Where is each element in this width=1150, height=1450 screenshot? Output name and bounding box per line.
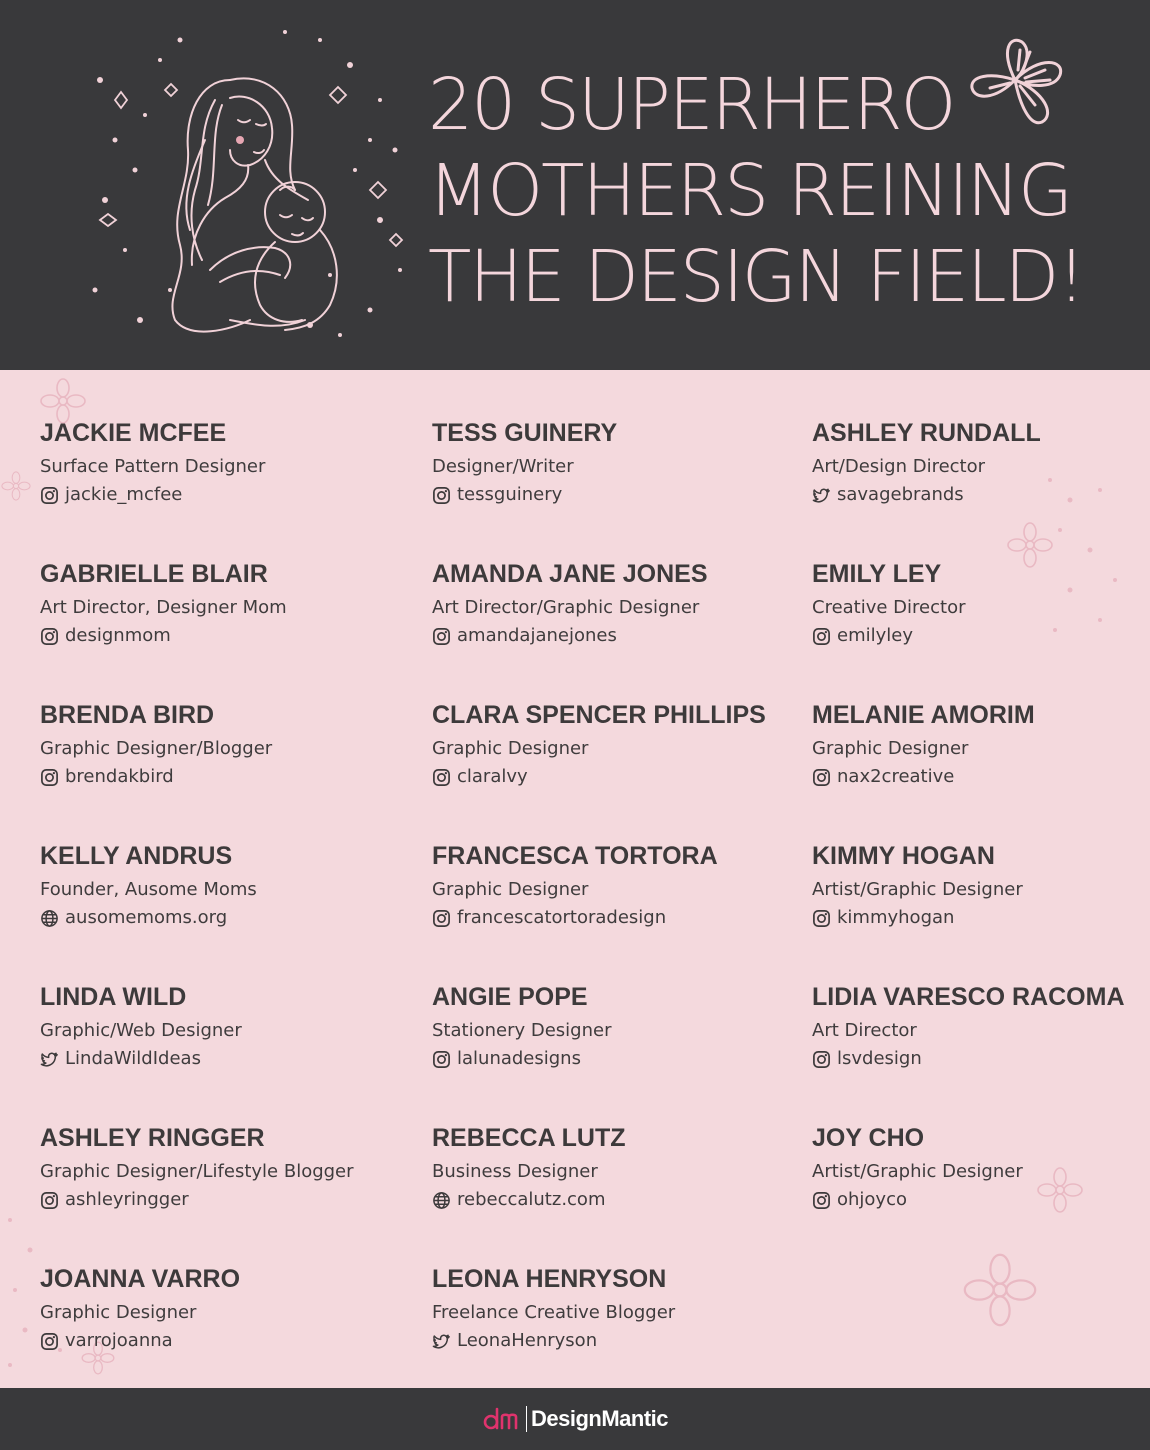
designer-name: LIDIA VARESCO RACOMA <box>812 983 1125 1011</box>
designer-name: ASHLEY RUNDALL <box>812 419 1041 447</box>
designmantic-logo[interactable] <box>482 1405 668 1433</box>
designer-card <box>40 418 400 507</box>
designer-name: JOANNA VARRO <box>40 1265 241 1293</box>
designer-handle[interactable] <box>40 906 400 930</box>
instagram-icon <box>40 1191 59 1210</box>
instagram-icon <box>812 627 831 646</box>
instagram-icon <box>432 486 451 505</box>
designer-name: KELLY ANDRUS <box>40 842 233 870</box>
designer-name: KIMMY HOGAN <box>812 842 995 870</box>
instagram-icon <box>40 627 59 646</box>
handle-text: francescatortoradesign <box>457 907 667 928</box>
designer-role: Graphic Designer/Lifestyle Blogger <box>40 1161 354 1182</box>
designer-card <box>40 1123 400 1212</box>
designer-role: Creative Director <box>812 597 966 618</box>
designer-handle[interactable] <box>432 1047 792 1071</box>
designer-handle[interactable] <box>40 1329 400 1353</box>
designer-role: Graphic Designer <box>432 879 589 900</box>
handle-text: ausomemoms.org <box>65 907 228 928</box>
twitter-icon <box>40 1050 59 1069</box>
designer-card <box>40 982 400 1071</box>
designer-role: Art Director, Designer Mom <box>40 597 287 618</box>
instagram-icon <box>40 768 59 787</box>
designer-card <box>812 418 1150 507</box>
handle-text: kimmyhogan <box>837 907 955 928</box>
instagram-icon <box>40 486 59 505</box>
mother-and-baby-illustration <box>80 20 420 350</box>
designer-role: Graphic Designer/Blogger <box>40 738 273 759</box>
handle-text: tessguinery <box>457 484 563 505</box>
designer-handle[interactable] <box>40 765 400 789</box>
designer-list-area <box>0 370 1150 1388</box>
handle-text: designmom <box>65 625 171 646</box>
logo-divider <box>526 1406 527 1432</box>
designer-card <box>432 841 792 930</box>
designer-name: LEONA HENRYSON <box>432 1265 667 1293</box>
designer-name: LINDA WILD <box>40 983 187 1011</box>
designer-role: Graphic/Web Designer <box>40 1020 242 1041</box>
designer-handle[interactable] <box>812 483 1150 507</box>
designer-name: FRANCESCA TORTORA <box>432 842 718 870</box>
handle-text: lsvdesign <box>837 1048 922 1069</box>
designer-card <box>432 700 792 789</box>
designer-role: Surface Pattern Designer <box>40 456 266 477</box>
designer-card <box>812 841 1150 930</box>
header-banner <box>0 0 1150 370</box>
designer-card <box>40 841 400 930</box>
instagram-icon <box>812 768 831 787</box>
title-line-1: 20 SUPERHERO <box>428 63 955 146</box>
designer-name: BRENDA BIRD <box>40 701 215 729</box>
handle-text: savagebrands <box>837 484 964 505</box>
handle-text: ohjoyco <box>837 1189 907 1210</box>
designer-role: Stationery Designer <box>432 1020 612 1041</box>
handle-text: amandajanejones <box>457 625 617 646</box>
designer-card <box>812 700 1150 789</box>
flower-doodle-icon <box>960 30 1080 140</box>
designer-name: JACKIE MCFEE <box>40 419 227 447</box>
handle-text: nax2creative <box>837 766 955 787</box>
designer-card <box>40 700 400 789</box>
designer-card <box>432 559 792 648</box>
flower-doodle-icon <box>960 1250 1040 1330</box>
designer-role: Art/Design Director <box>812 456 986 477</box>
handle-text: lalunadesigns <box>457 1048 581 1069</box>
handle-text: ashleyringger <box>65 1189 189 1210</box>
designer-name: CLARA SPENCER PHILLIPS <box>432 701 766 729</box>
designer-role: Graphic Designer <box>812 738 969 759</box>
designer-handle[interactable] <box>40 1188 400 1212</box>
designer-handle[interactable] <box>812 906 1150 930</box>
designer-role: Founder, Ausome Moms <box>40 879 257 900</box>
designer-name: REBECCA LUTZ <box>432 1124 626 1152</box>
designer-role: Business Designer <box>432 1161 598 1182</box>
title-line-3: THE DESIGN FIELD! <box>428 235 1084 318</box>
designer-role: Graphic Designer <box>40 1302 197 1323</box>
designer-handle[interactable] <box>432 1329 792 1353</box>
handle-text: varrojoanna <box>65 1330 173 1351</box>
designer-handle[interactable] <box>812 1188 1150 1212</box>
designer-role: Art Director <box>812 1020 917 1041</box>
designer-card <box>432 982 792 1071</box>
handle-text: LeonaHenryson <box>457 1330 598 1351</box>
handle-text: jackie_mcfee <box>65 484 183 505</box>
designer-name: GABRIELLE BLAIR <box>40 560 268 588</box>
designer-role: Graphic Designer <box>432 738 589 759</box>
designer-card <box>432 1123 792 1212</box>
designer-handle[interactable] <box>432 906 792 930</box>
designer-name: EMILY LEY <box>812 560 942 588</box>
designer-role: Freelance Creative Blogger <box>432 1302 676 1323</box>
instagram-icon <box>432 1050 451 1069</box>
designer-role: Artist/Graphic Designer <box>812 1161 1023 1182</box>
instagram-icon <box>432 909 451 928</box>
designer-card <box>812 1123 1150 1212</box>
designer-name: MELANIE AMORIM <box>812 701 1035 729</box>
designer-handle[interactable] <box>40 483 400 507</box>
designer-card <box>40 1264 400 1353</box>
instagram-icon <box>40 1332 59 1351</box>
handle-text: LindaWildIdeas <box>65 1048 201 1069</box>
handle-text: rebeccalutz.com <box>457 1189 606 1210</box>
globe-icon <box>432 1191 451 1210</box>
designer-name: TESS GUINERY <box>432 419 618 447</box>
handle-text: claralvy <box>457 766 528 787</box>
designer-name: AMANDA JANE JONES <box>432 560 708 588</box>
designer-role: Art Director/Graphic Designer <box>432 597 700 618</box>
designer-card <box>432 1264 792 1353</box>
instagram-icon <box>812 909 831 928</box>
designer-name: ASHLEY RINGGER <box>40 1124 265 1152</box>
designer-handle[interactable] <box>812 1047 1142 1071</box>
designer-handle[interactable] <box>432 624 792 648</box>
designer-name: JOY CHO <box>812 1124 925 1152</box>
designer-card <box>812 982 1142 1071</box>
flower-doodle-icon <box>0 470 32 502</box>
designer-handle[interactable] <box>812 765 1150 789</box>
designer-card <box>40 559 400 648</box>
designer-handle[interactable] <box>432 765 792 789</box>
title-line-2: MOTHERS REINING <box>428 149 1072 232</box>
handle-text: emilyley <box>837 625 913 646</box>
instagram-icon <box>812 1050 831 1069</box>
designer-card <box>432 418 792 507</box>
designer-handle[interactable] <box>812 624 1150 648</box>
designer-role: Designer/Writer <box>432 456 574 477</box>
dm-logo-mark-icon <box>482 1405 522 1433</box>
globe-icon <box>40 909 59 928</box>
handle-text: brendakbird <box>65 766 174 787</box>
brand-name: DesignMantic <box>530 1406 669 1431</box>
designer-role: Artist/Graphic Designer <box>812 879 1023 900</box>
designer-handle[interactable] <box>40 624 400 648</box>
footer-bar <box>0 1388 1150 1450</box>
designer-handle[interactable] <box>40 1047 400 1071</box>
instagram-icon <box>432 768 451 787</box>
designer-handle[interactable] <box>432 1188 792 1212</box>
twitter-icon <box>812 486 831 505</box>
instagram-icon <box>812 1191 831 1210</box>
designer-name: ANGIE POPE <box>432 983 588 1011</box>
twitter-icon <box>432 1332 451 1351</box>
designer-card <box>812 559 1150 648</box>
designer-handle[interactable] <box>432 483 792 507</box>
instagram-icon <box>432 627 451 646</box>
